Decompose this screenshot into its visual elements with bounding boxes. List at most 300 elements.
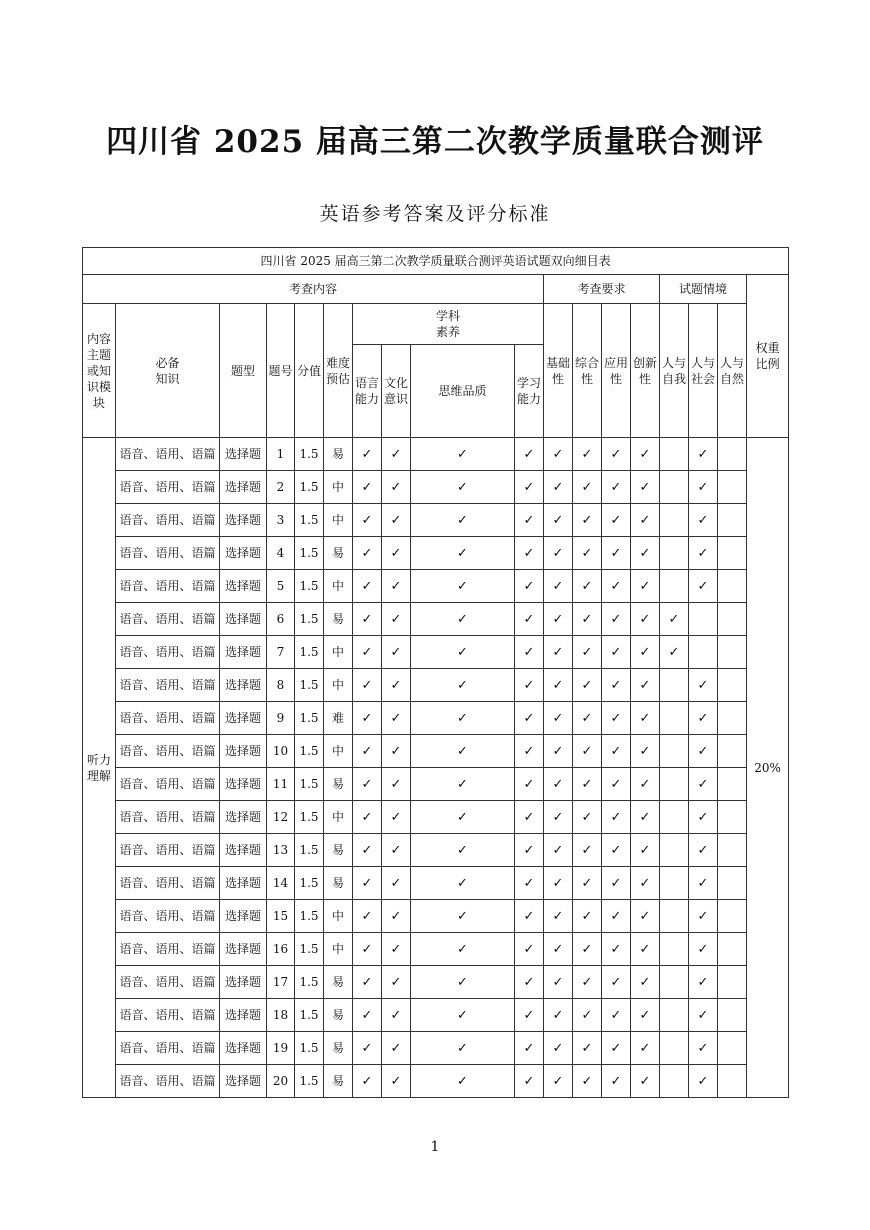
check-mark-icon: ✓ (639, 1073, 651, 1089)
check-mark-icon: ✓ (697, 512, 709, 528)
thinking-cell (411, 702, 515, 735)
table-row (83, 537, 789, 570)
score-cell: 1.5 (295, 867, 324, 900)
comprehensive-cell (573, 867, 602, 900)
check-mark-icon: ✓ (361, 1073, 373, 1089)
check-mark-icon: ✓ (523, 809, 535, 825)
table-caption: 四川省 2025 届高三第二次教学质量联合测评英语试题双向细目表 (83, 248, 789, 275)
comprehensive-cell (573, 570, 602, 603)
check-mark-icon: ✓ (552, 677, 564, 693)
self-cell (660, 438, 689, 471)
self-cell (660, 900, 689, 933)
learning-cell (515, 1065, 544, 1098)
check-mark-icon: ✓ (610, 710, 622, 726)
check-mark-icon: ✓ (581, 1073, 593, 1089)
number-cell: 3 (267, 504, 295, 537)
language-cell (353, 966, 382, 999)
check-mark-icon: ✓ (457, 479, 468, 495)
innovative-cell (631, 900, 660, 933)
check-mark-icon: ✓ (552, 809, 564, 825)
applied-cell (602, 438, 631, 471)
check-mark-icon: ✓ (552, 908, 564, 924)
number-cell: 8 (267, 669, 295, 702)
check-mark-icon: ✓ (457, 941, 468, 957)
learning-cell (515, 471, 544, 504)
score-cell: 1.5 (295, 537, 324, 570)
type-cell: 选择题 (220, 900, 267, 933)
check-mark-icon: ✓ (523, 842, 535, 858)
score-cell: 1.5 (295, 669, 324, 702)
society-cell (689, 669, 718, 702)
group-header-context: 试题情境 (660, 275, 747, 304)
check-mark-icon: ✓ (610, 776, 622, 792)
difficulty-cell: 易 (324, 603, 353, 636)
check-mark-icon: ✓ (457, 875, 468, 891)
check-mark-icon: ✓ (697, 479, 709, 495)
type-cell: 选择题 (220, 570, 267, 603)
number-cell: 12 (267, 801, 295, 834)
check-mark-icon: ✓ (361, 809, 373, 825)
type-cell: 选择题 (220, 801, 267, 834)
culture-cell (382, 801, 411, 834)
type-cell: 选择题 (220, 735, 267, 768)
table-row (83, 570, 789, 603)
language-cell (353, 834, 382, 867)
language-cell (353, 933, 382, 966)
learning-cell (515, 933, 544, 966)
check-mark-icon: ✓ (610, 743, 622, 759)
check-mark-icon: ✓ (390, 446, 402, 462)
header-number: 题号 (267, 304, 295, 438)
check-mark-icon: ✓ (697, 809, 709, 825)
difficulty-cell: 易 (324, 966, 353, 999)
check-mark-icon: ✓ (457, 710, 468, 726)
type-cell: 选择题 (220, 438, 267, 471)
difficulty-cell: 易 (324, 867, 353, 900)
check-mark-icon: ✓ (390, 1040, 402, 1056)
thinking-cell (411, 999, 515, 1032)
self-cell (660, 636, 689, 669)
learning-cell (515, 735, 544, 768)
thinking-cell (411, 636, 515, 669)
society-cell (689, 438, 718, 471)
innovative-cell (631, 768, 660, 801)
culture-cell (382, 735, 411, 768)
check-mark-icon: ✓ (639, 908, 651, 924)
learning-cell (515, 570, 544, 603)
type-cell: 选择题 (220, 702, 267, 735)
type-cell: 选择题 (220, 966, 267, 999)
header-nature: 人与 自然 (718, 304, 747, 438)
culture-cell (382, 504, 411, 537)
check-mark-icon: ✓ (390, 512, 402, 528)
type-cell: 选择题 (220, 768, 267, 801)
check-mark-icon: ✓ (639, 446, 651, 462)
thinking-cell (411, 537, 515, 570)
learning-cell (515, 669, 544, 702)
type-cell: 选择题 (220, 603, 267, 636)
check-mark-icon: ✓ (581, 1040, 593, 1056)
check-mark-icon: ✓ (581, 809, 593, 825)
score-cell: 1.5 (295, 471, 324, 504)
basic-cell (544, 900, 573, 933)
check-mark-icon: ✓ (523, 710, 535, 726)
comprehensive-cell (573, 669, 602, 702)
learning-cell (515, 867, 544, 900)
basic-cell (544, 999, 573, 1032)
number-cell: 15 (267, 900, 295, 933)
language-cell (353, 570, 382, 603)
table-row (83, 438, 789, 471)
comprehensive-cell (573, 966, 602, 999)
check-mark-icon: ✓ (390, 842, 402, 858)
knowledge-cell: 语音、语用、语篇 (116, 702, 220, 735)
check-mark-icon: ✓ (361, 545, 373, 561)
language-cell (353, 1032, 382, 1065)
number-cell: 14 (267, 867, 295, 900)
check-mark-icon: ✓ (390, 578, 402, 594)
check-mark-icon: ✓ (639, 974, 651, 990)
table-row (83, 768, 789, 801)
knowledge-cell: 语音、语用、语篇 (116, 669, 220, 702)
check-mark-icon: ✓ (639, 545, 651, 561)
number-cell: 1 (267, 438, 295, 471)
check-mark-icon: ✓ (581, 743, 593, 759)
learning-cell (515, 504, 544, 537)
basic-cell (544, 768, 573, 801)
check-mark-icon: ✓ (552, 545, 564, 561)
learning-cell (515, 438, 544, 471)
knowledge-cell: 语音、语用、语篇 (116, 834, 220, 867)
self-cell (660, 504, 689, 537)
difficulty-cell: 中 (324, 669, 353, 702)
check-mark-icon: ✓ (523, 1073, 535, 1089)
check-mark-icon: ✓ (697, 974, 709, 990)
basic-cell (544, 471, 573, 504)
thinking-cell (411, 669, 515, 702)
difficulty-cell: 易 (324, 1032, 353, 1065)
check-mark-icon: ✓ (361, 908, 373, 924)
number-cell: 10 (267, 735, 295, 768)
difficulty-cell: 中 (324, 504, 353, 537)
self-cell (660, 669, 689, 702)
check-mark-icon: ✓ (390, 776, 402, 792)
score-cell: 1.5 (295, 1032, 324, 1065)
check-mark-icon: ✓ (610, 908, 622, 924)
language-cell (353, 636, 382, 669)
score-cell: 1.5 (295, 801, 324, 834)
difficulty-cell: 中 (324, 933, 353, 966)
table-row (83, 867, 789, 900)
comprehensive-cell (573, 900, 602, 933)
thinking-cell (411, 570, 515, 603)
document-subtitle: 英语参考答案及评分标准 (319, 203, 551, 225)
check-mark-icon: ✓ (610, 941, 622, 957)
society-cell (689, 1032, 718, 1065)
table-row (83, 669, 789, 702)
check-mark-icon: ✓ (610, 1073, 622, 1089)
basic-cell (544, 735, 573, 768)
self-cell (660, 768, 689, 801)
nature-cell (718, 702, 747, 735)
check-mark-icon: ✓ (639, 512, 651, 528)
knowledge-cell: 语音、语用、语篇 (116, 1065, 220, 1098)
check-mark-icon: ✓ (610, 611, 622, 627)
check-mark-icon: ✓ (697, 545, 709, 561)
check-mark-icon: ✓ (523, 446, 535, 462)
type-cell: 选择题 (220, 867, 267, 900)
culture-cell (382, 1065, 411, 1098)
comprehensive-cell (573, 702, 602, 735)
comprehensive-cell (573, 801, 602, 834)
applied-cell (602, 735, 631, 768)
header-culture: 文化 意识 (382, 345, 411, 438)
number-cell: 4 (267, 537, 295, 570)
score-cell: 1.5 (295, 900, 324, 933)
check-mark-icon: ✓ (552, 611, 564, 627)
comprehensive-cell (573, 834, 602, 867)
society-cell (689, 702, 718, 735)
check-mark-icon: ✓ (610, 512, 622, 528)
check-mark-icon: ✓ (697, 1007, 709, 1023)
culture-cell (382, 999, 411, 1032)
knowledge-cell: 语音、语用、语篇 (116, 900, 220, 933)
language-cell (353, 735, 382, 768)
language-cell (353, 603, 382, 636)
check-mark-icon: ✓ (581, 1007, 593, 1023)
check-mark-icon: ✓ (457, 1040, 468, 1056)
check-mark-icon: ✓ (457, 974, 468, 990)
check-mark-icon: ✓ (523, 644, 535, 660)
table-row (83, 504, 789, 537)
difficulty-cell: 中 (324, 735, 353, 768)
check-mark-icon: ✓ (523, 611, 535, 627)
check-mark-icon: ✓ (697, 842, 709, 858)
culture-cell (382, 834, 411, 867)
applied-cell (602, 867, 631, 900)
language-cell (353, 438, 382, 471)
header-innovative: 创新 性 (631, 304, 660, 438)
check-mark-icon: ✓ (581, 710, 593, 726)
thinking-cell (411, 735, 515, 768)
language-cell (353, 702, 382, 735)
society-cell (689, 768, 718, 801)
applied-cell (602, 966, 631, 999)
thinking-cell (411, 504, 515, 537)
check-mark-icon: ✓ (610, 677, 622, 693)
check-mark-icon: ✓ (523, 743, 535, 759)
check-mark-icon: ✓ (457, 545, 468, 561)
number-cell: 16 (267, 933, 295, 966)
check-mark-icon: ✓ (457, 1007, 468, 1023)
learning-cell (515, 702, 544, 735)
basic-cell (544, 801, 573, 834)
check-mark-icon: ✓ (552, 479, 564, 495)
check-mark-icon: ✓ (361, 446, 373, 462)
thinking-cell (411, 438, 515, 471)
innovative-cell (631, 537, 660, 570)
nature-cell (718, 438, 747, 471)
score-cell: 1.5 (295, 735, 324, 768)
difficulty-cell: 中 (324, 636, 353, 669)
society-cell (689, 603, 718, 636)
number-cell: 19 (267, 1032, 295, 1065)
header-applied: 应用 性 (602, 304, 631, 438)
innovative-cell (631, 570, 660, 603)
number-cell: 11 (267, 768, 295, 801)
nature-cell (718, 900, 747, 933)
check-mark-icon: ✓ (639, 776, 651, 792)
applied-cell (602, 801, 631, 834)
innovative-cell (631, 669, 660, 702)
applied-cell (602, 1065, 631, 1098)
knowledge-cell: 语音、语用、语篇 (116, 636, 220, 669)
check-mark-icon: ✓ (697, 875, 709, 891)
self-cell (660, 966, 689, 999)
table-row (83, 834, 789, 867)
nature-cell (718, 537, 747, 570)
check-mark-icon: ✓ (523, 875, 535, 891)
learning-cell (515, 834, 544, 867)
comprehensive-cell (573, 1032, 602, 1065)
innovative-cell (631, 999, 660, 1032)
check-mark-icon: ✓ (523, 677, 535, 693)
type-cell: 选择题 (220, 999, 267, 1032)
basic-cell (544, 966, 573, 999)
check-mark-icon: ✓ (610, 479, 622, 495)
number-cell: 18 (267, 999, 295, 1032)
language-cell (353, 471, 382, 504)
type-cell: 选择题 (220, 471, 267, 504)
check-mark-icon: ✓ (639, 710, 651, 726)
table-row (83, 966, 789, 999)
society-cell (689, 537, 718, 570)
culture-cell (382, 933, 411, 966)
check-mark-icon: ✓ (457, 743, 468, 759)
number-cell: 5 (267, 570, 295, 603)
culture-cell (382, 1032, 411, 1065)
difficulty-cell: 中 (324, 900, 353, 933)
innovative-cell (631, 735, 660, 768)
nature-cell (718, 801, 747, 834)
language-cell (353, 801, 382, 834)
table-row (83, 999, 789, 1032)
culture-cell (382, 603, 411, 636)
language-cell (353, 768, 382, 801)
document-title: 四川省 2025 届高三第二次教学质量联合测评 (106, 124, 764, 160)
culture-cell (382, 867, 411, 900)
check-mark-icon: ✓ (610, 1040, 622, 1056)
society-cell (689, 801, 718, 834)
check-mark-icon: ✓ (581, 908, 593, 924)
self-cell (660, 867, 689, 900)
learning-cell (515, 768, 544, 801)
difficulty-cell: 易 (324, 768, 353, 801)
check-mark-icon: ✓ (581, 611, 593, 627)
score-cell: 1.5 (295, 702, 324, 735)
check-mark-icon: ✓ (552, 644, 564, 660)
innovative-cell (631, 636, 660, 669)
society-cell (689, 966, 718, 999)
table-row (83, 702, 789, 735)
innovative-cell (631, 867, 660, 900)
check-mark-icon: ✓ (581, 941, 593, 957)
society-cell (689, 999, 718, 1032)
score-cell: 1.5 (295, 504, 324, 537)
type-cell: 选择题 (220, 636, 267, 669)
language-cell (353, 1065, 382, 1098)
difficulty-cell: 中 (324, 570, 353, 603)
check-mark-icon: ✓ (523, 908, 535, 924)
innovative-cell (631, 702, 660, 735)
self-cell (660, 801, 689, 834)
check-mark-icon: ✓ (639, 578, 651, 594)
nature-cell (718, 570, 747, 603)
number-cell: 9 (267, 702, 295, 735)
table-row (83, 1065, 789, 1098)
check-mark-icon: ✓ (523, 479, 535, 495)
header-score: 分值 (295, 304, 324, 438)
check-mark-icon: ✓ (523, 578, 535, 594)
header-language: 语言 能力 (353, 345, 382, 438)
applied-cell (602, 471, 631, 504)
basic-cell (544, 669, 573, 702)
type-cell: 选择题 (220, 933, 267, 966)
nature-cell (718, 867, 747, 900)
culture-cell (382, 471, 411, 504)
check-mark-icon: ✓ (697, 710, 709, 726)
score-cell: 1.5 (295, 438, 324, 471)
knowledge-cell: 语音、语用、语篇 (116, 603, 220, 636)
type-cell: 选择题 (220, 1032, 267, 1065)
nature-cell (718, 636, 747, 669)
knowledge-cell: 语音、语用、语篇 (116, 1032, 220, 1065)
language-cell (353, 504, 382, 537)
language-cell (353, 867, 382, 900)
basic-cell (544, 1065, 573, 1098)
comprehensive-cell (573, 504, 602, 537)
language-cell (353, 900, 382, 933)
score-cell: 1.5 (295, 966, 324, 999)
nature-cell (718, 834, 747, 867)
innovative-cell (631, 966, 660, 999)
group-header-literacy: 学科 素养 (353, 304, 544, 345)
difficulty-cell: 易 (324, 1065, 353, 1098)
check-mark-icon: ✓ (552, 1007, 564, 1023)
type-cell: 选择题 (220, 1065, 267, 1098)
check-mark-icon: ✓ (697, 941, 709, 957)
check-mark-icon: ✓ (361, 677, 373, 693)
check-mark-icon: ✓ (610, 545, 622, 561)
type-cell: 选择题 (220, 537, 267, 570)
innovative-cell (631, 933, 660, 966)
table-row (83, 801, 789, 834)
innovative-cell (631, 1065, 660, 1098)
knowledge-cell: 语音、语用、语篇 (116, 999, 220, 1032)
check-mark-icon: ✓ (552, 941, 564, 957)
check-mark-icon: ✓ (361, 974, 373, 990)
check-mark-icon: ✓ (457, 677, 468, 693)
check-mark-icon: ✓ (697, 1040, 709, 1056)
score-cell: 1.5 (295, 933, 324, 966)
basic-cell (544, 834, 573, 867)
table-row (83, 636, 789, 669)
check-mark-icon: ✓ (390, 1073, 402, 1089)
check-mark-icon: ✓ (523, 1040, 535, 1056)
comprehensive-cell (573, 768, 602, 801)
innovative-cell (631, 438, 660, 471)
difficulty-cell: 中 (324, 471, 353, 504)
